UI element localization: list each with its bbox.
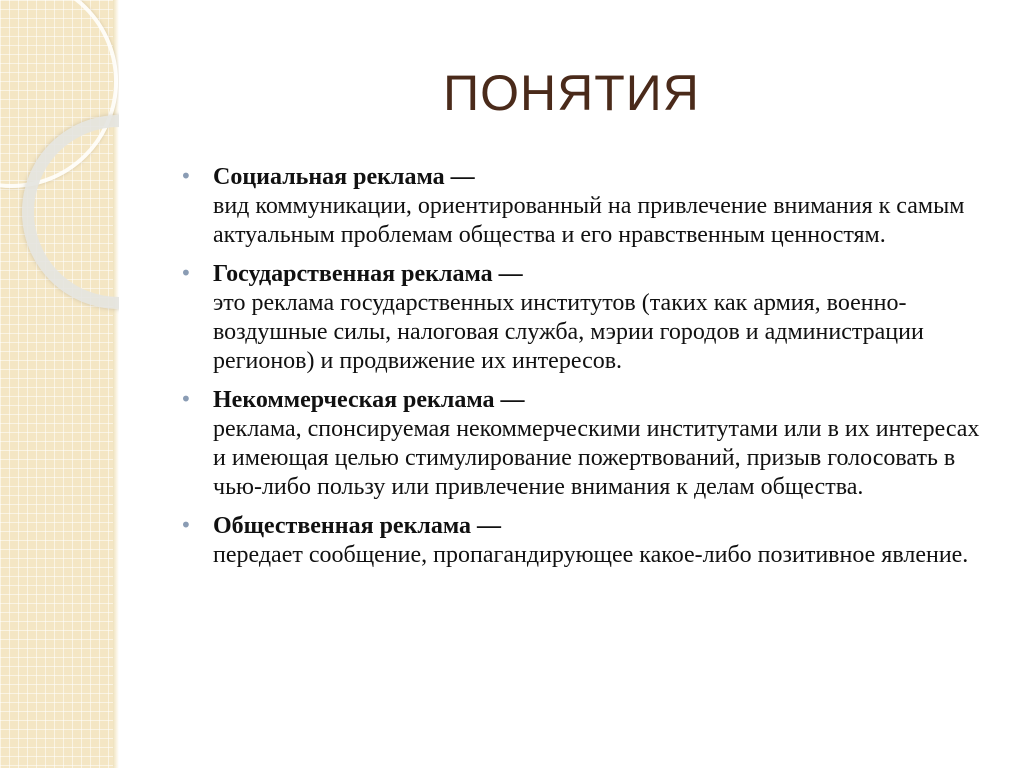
- term-definition: вид коммуникации, ориентированный на привлечение внимания к самым актуальным проблемам общества и его нравственным ценностям.: [213, 193, 965, 248]
- slide-title: ПОНЯТИЯ: [443, 65, 700, 121]
- term-definition: реклама, спонсируемая некоммерческими институтами или в их интересах и имеющая целью стимулирование пожертвований, призыв голосовать в чью-либо пользу или привлечение внимания к делам общества.: [213, 416, 980, 500]
- term-definition: это реклама государственных институтов (таких как армия, военно-воздушные силы, налоговая служба, мэрии городов и администрации регионов) и продвижение их интересов.: [213, 290, 924, 374]
- term-heading: Государственная реклама —: [213, 261, 523, 287]
- bullet-icon: •: [180, 513, 192, 537]
- list-item: [180, 512, 980, 570]
- term-definition: передает сообщение, пропагандирующее какое-либо позитивное явление.: [213, 542, 969, 568]
- term-heading: Общественная реклама —: [213, 513, 502, 539]
- bullet-icon: •: [180, 261, 192, 285]
- list-item: [180, 386, 980, 502]
- bullet-icon: •: [180, 387, 192, 411]
- list-item: [180, 260, 980, 376]
- list-item: [180, 163, 980, 250]
- term-heading: Некоммерческая реклама —: [213, 387, 525, 413]
- bullet-icon: •: [180, 164, 192, 188]
- definitions-list: [180, 163, 980, 580]
- term-heading: Социальная реклама —: [213, 164, 475, 190]
